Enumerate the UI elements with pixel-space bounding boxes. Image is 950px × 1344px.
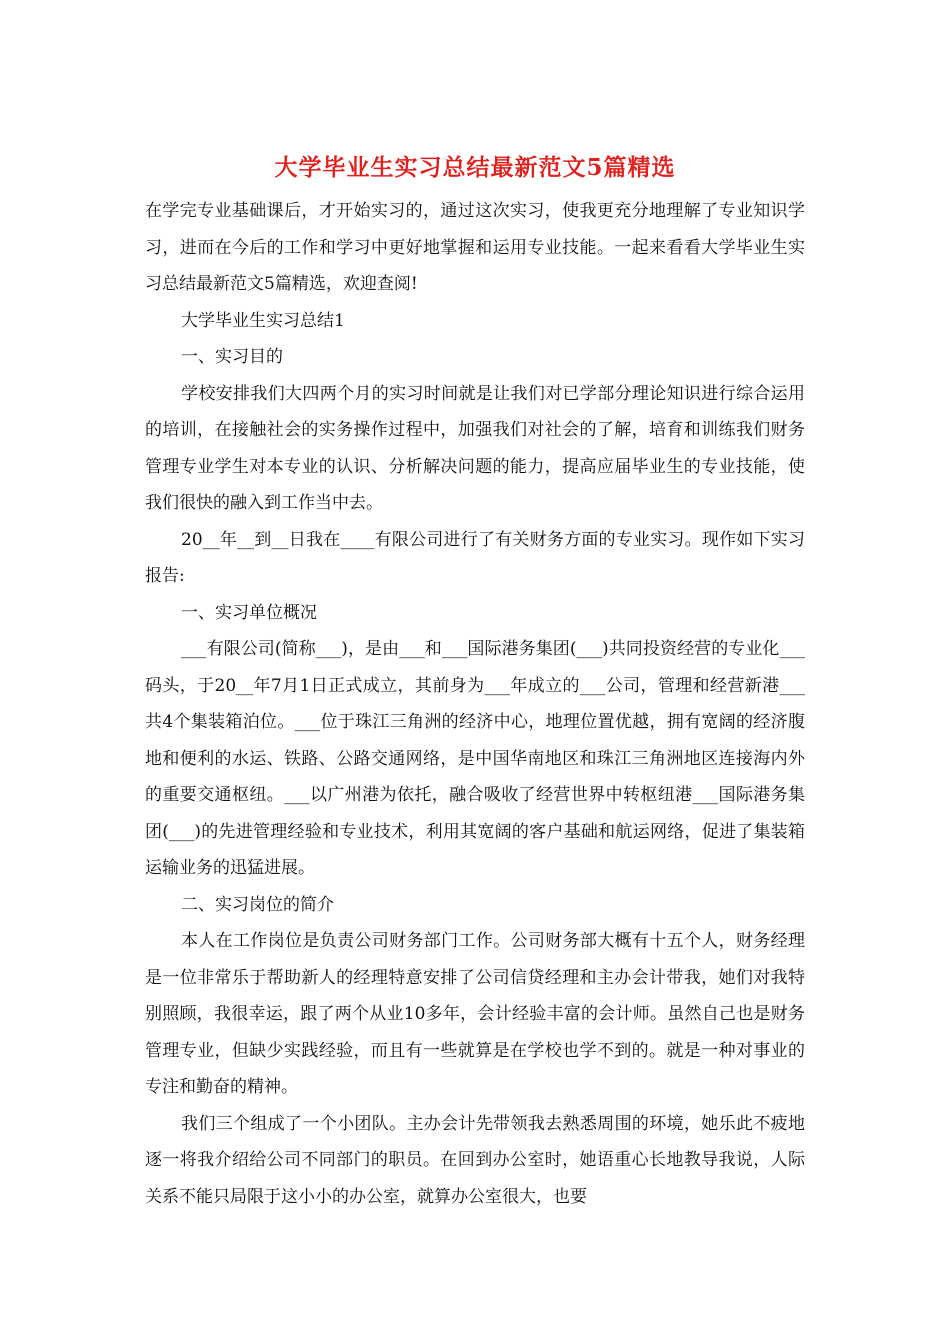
- section-heading-summary-1: 大学毕业生实习总结1: [181, 310, 345, 331]
- document-title: 大学毕业生实习总结最新范文5篇精选: [274, 154, 676, 181]
- section-heading-position: 二、实习岗位的简介: [181, 894, 334, 915]
- body-paragraph: 20__年__到__日我在____有限公司进行了有关财务方面的专业实习。现作如下实习报告:: [145, 529, 805, 586]
- section-heading-purpose: 一、实习目的: [181, 347, 283, 367]
- section-heading-company-overview: 一、实习单位概况: [181, 602, 317, 623]
- body-paragraph: 我们三个组成了一个小团队。主办会计先带领我去熟悉周围的环境，她乐此不疲地逐一将我介绍给公司不同部门的职员。在回到办公室时，她语重心长地教导我说，人际关系不能只局限于这小小的办公室，就算办公室很大，也要: [145, 1113, 805, 1207]
- body-paragraph: 学校安排我们大四两个月的实习时间就是让我们对已学部分理论知识进行综合运用的培训，在接触社会的实务操作过程中，加强我们对社会的了解，培育和训练我们财务管理专业学生对本专业的认识、分析解决问题的能力，提高应届毕业生的专业技能，使我们很快的融入到工作当中去。: [145, 383, 805, 513]
- document-body: [145, 193, 805, 1215]
- body-paragraph: 本人在工作岗位是负责公司财务部门工作。公司财务部大概有十五个人，财务经理是一位非常乐于帮助新人的经理特意安排了公司信贷经理和主办会计带我，她们对我特别照顾，我很幸运，跟了两个从业10多年，会计经验丰富的会计师。虽然自己也是财务管理专业，但缺少实践经验，而且有一些就算是在学校也学不到的。就是一种对事业的专注和勤奋的精神。: [145, 931, 805, 1097]
- body-paragraph: ___有限公司(简称___)，是由___和___国际港务集团(___)共同投资经营的专业化___码头，于20__年7月1日正式成立，其前身为___年成立的___公司，管理和经营新港___共4个集装箱泊位。___位于珠江三角洲的经济中心，地理位置优越，拥有宽阔的经济腹地和便利的水运、铁路、公路交通网络，是中国华南地区和珠江三角洲地区连接海内外的重要交通枢纽。___以广州港为依托，融合吸收了经营世界中转枢纽港___国际港务集团(___)的先进管理经验和专业技术，利用其宽阔的客户基础和航运网络，促进了集装箱运输业务的迅猛进展。: [145, 639, 805, 878]
- intro-paragraph: 在学完专业基础课后，才开始实习的，通过这次实习，使我更充分地理解了专业知识学习，进而在今后的工作和学习中更好地掌握和运用专业技能。一起来看看大学毕业生实习总结最新范文5篇精选，欢迎查阅!: [145, 201, 805, 294]
